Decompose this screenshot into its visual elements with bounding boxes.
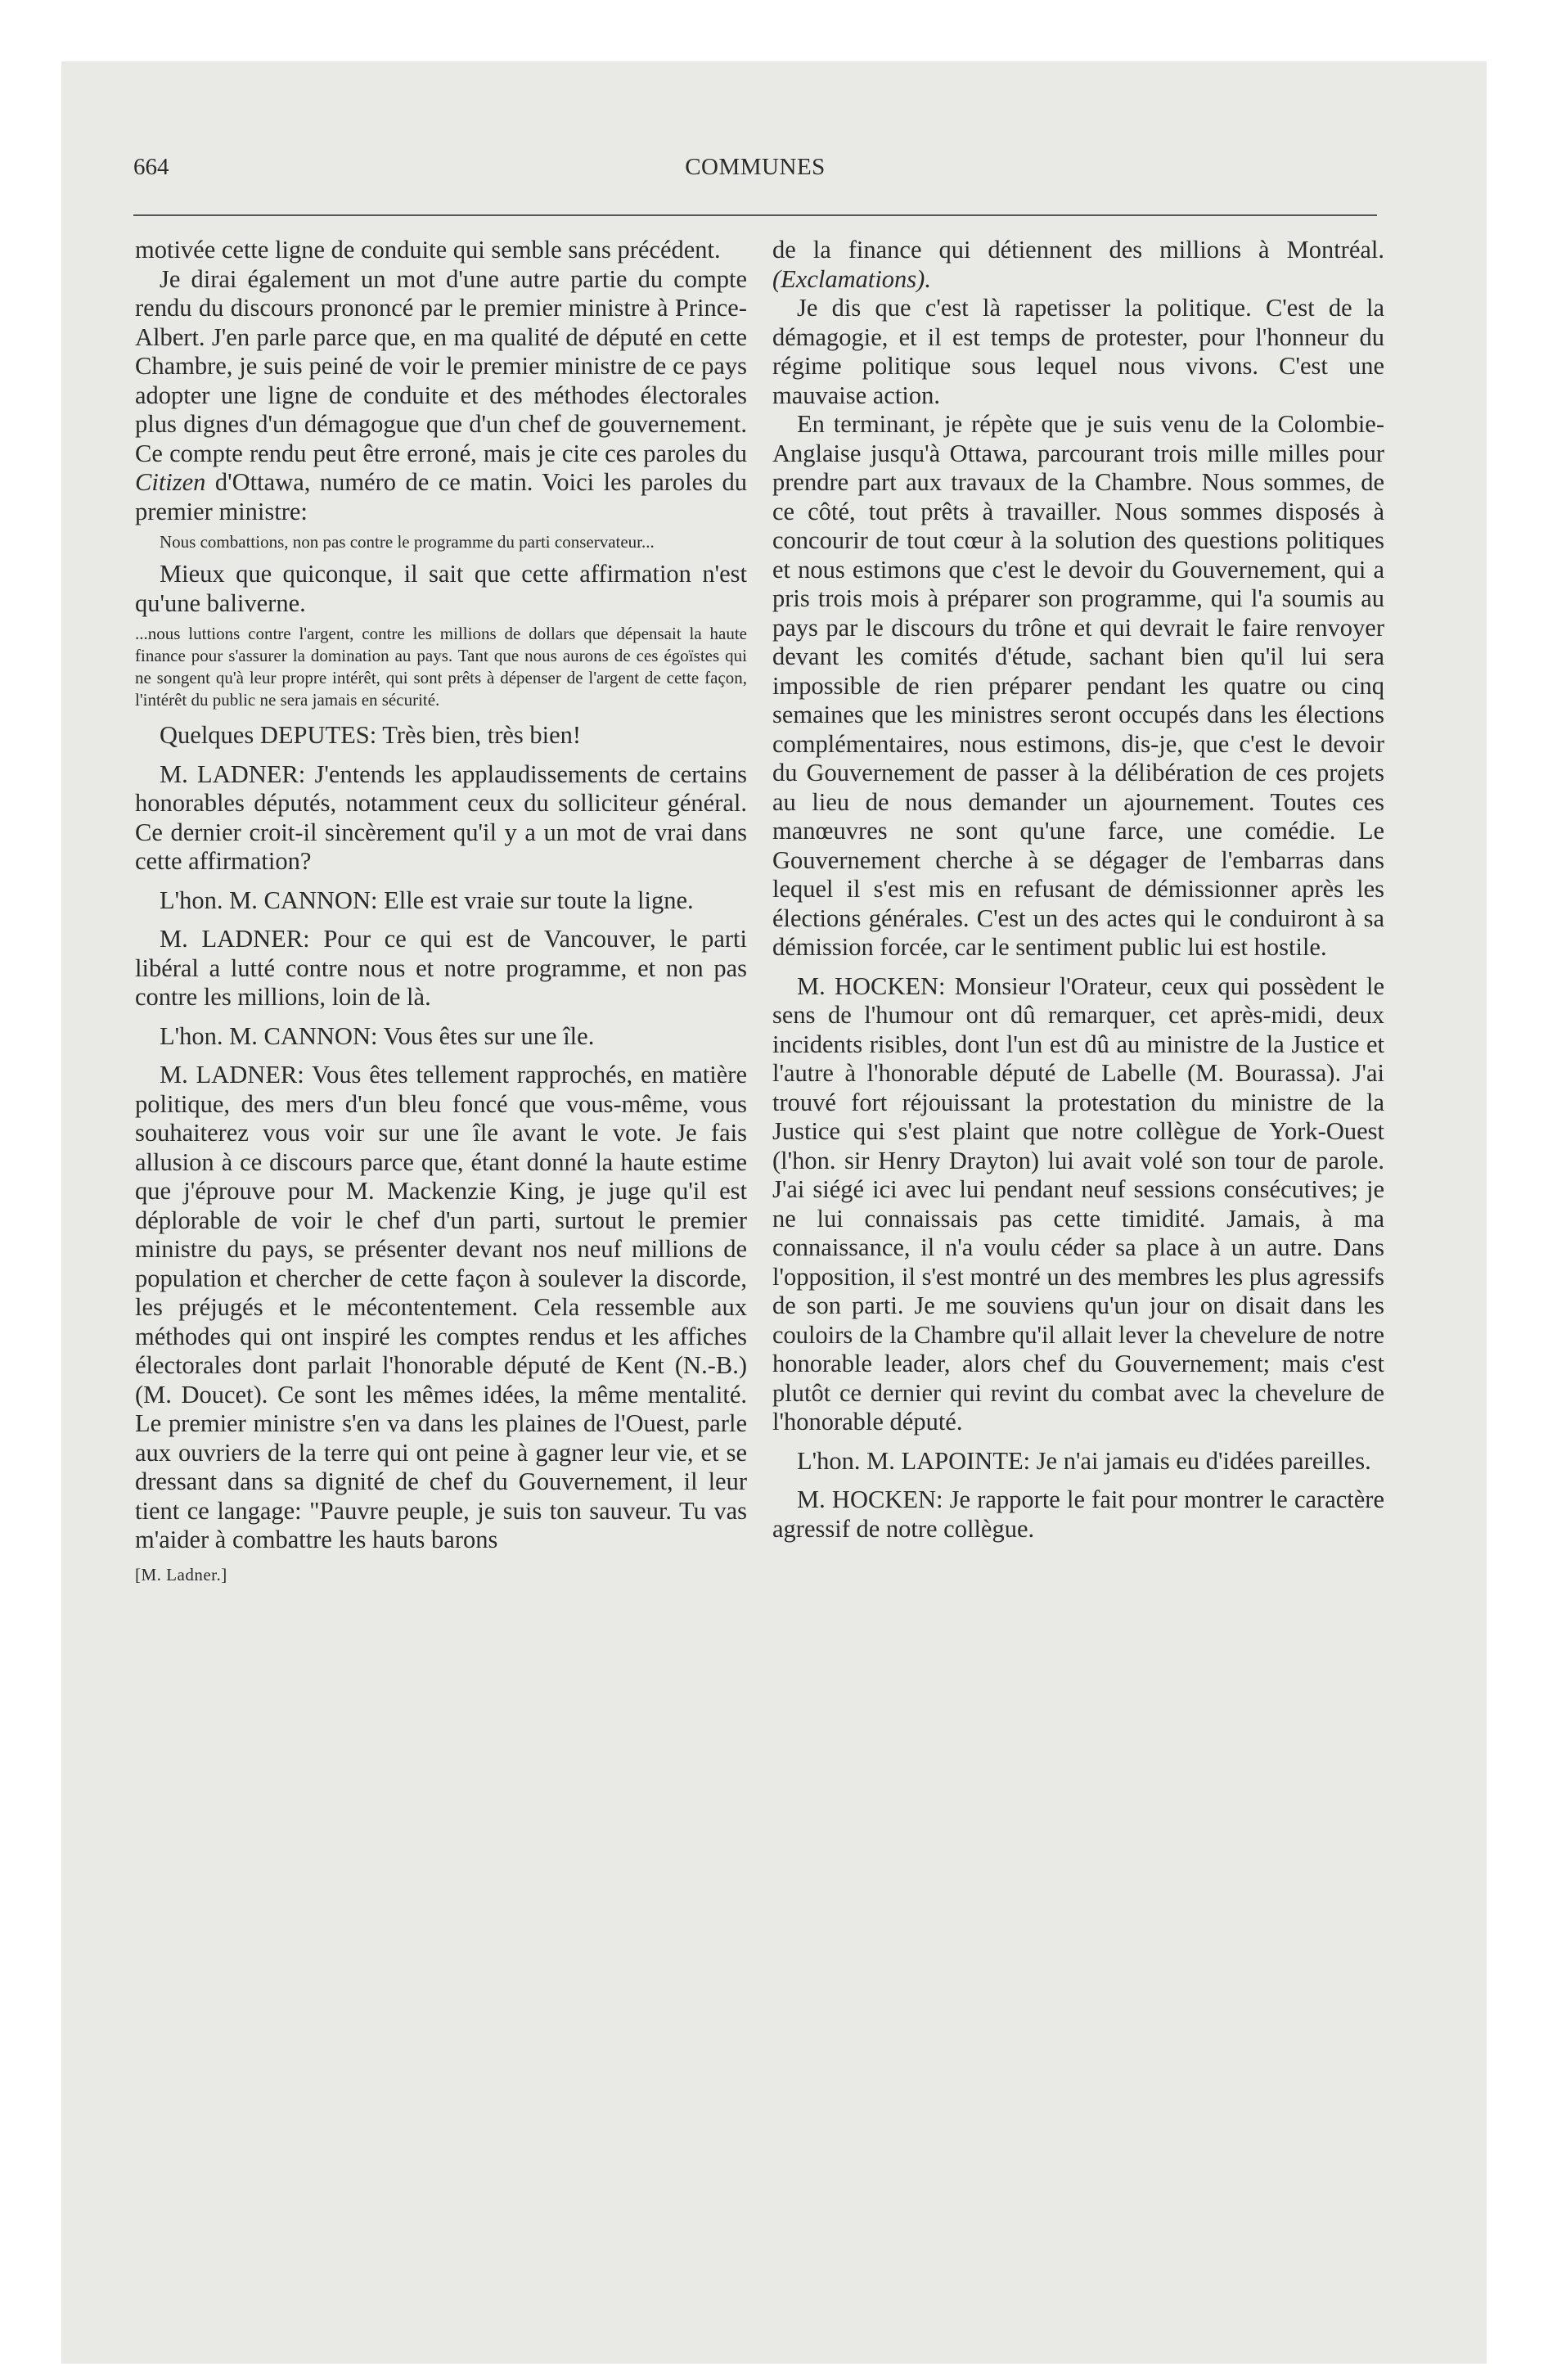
paragraph: L'hon. M. LAPOINTE: Je n'ai jamais eu d'idées pareilles. <box>797 1446 1371 1475</box>
exclamations-note: (Exclamations). <box>772 264 931 293</box>
paragraph: Quelques DEPUTES: Très bien, très bien! <box>160 721 582 749</box>
paragraph-text: d'Ottawa, numéro de ce matin. Voici les paroles du premier ministre: <box>135 468 748 525</box>
paragraph: L'hon. M. CANNON: Elle est vraie sur toute la ligne. <box>160 886 694 914</box>
paragraph-text: Je dirai également un mot d'une autre partie du compte rendu du discours prononcé par le premier ministre à Prince-Albert. J'en parle parce que, en ma qualité de député en cette Chambre, je suis peiné de voir le premier ministre de ce pays adopter une ligne de conduite et des méthodes électorales plus dignes d'un démagogue que d'un chef de gouvernement. Ce compte rendu peut être erroné, mais je cite ces paroles du <box>135 264 747 467</box>
header-rule <box>133 214 1377 216</box>
paragraph: M. LADNER: Pour ce qui est de Vancouver, le parti libéral a lutté contre nous et notre programme, et non pas contre les millions, loin de là. <box>135 925 747 1011</box>
paragraph: L'hon. M. CANNON: Vous êtes sur une île. <box>160 1021 595 1050</box>
paragraph: En terminant, je répète que je suis venu de la Colombie-Anglaise jusqu'à Ottawa, parcourant trois mille milles pour prendre part aux travaux de la Chambre. Nous sommes, de ce côté, tout prêts à travailler. Nous sommes disposés à concourir de tout cœur à la solution des questions politiques et nous estimons que c'est le devoir du Gouvernement, qui a pris trois mois à préparer son programme, qui l'a soumis au pays par le discours du trône et qui devrait le faire renvoyer devant les comités d'étude, sachant bien qu'il lui sera impossible de rien préparer pendant les quatre ou cinq semaines que les ministres seront occupés dans les élections complémentaires, nous estimons, dis-je, que c'est le devoir du Gouvernement de passer à la délibération de ces projets au lieu de nous demander un ajournement. Toutes ces manœuvres ne sont qu'une farce, une comédie. Le Gouvernement cherche à se dégager de l'embarras dans lequel il s'est mis en refusant de démissionner après les élections générales. C'est un des actes qui le conduiront à sa démission forcée, car le sentiment public lui est hostile. <box>772 410 1384 961</box>
paragraph-text: de la finance qui détiennent des millions à Montréal. <box>772 236 1384 264</box>
paragraph: M. HOCKEN: Je rapporte le fait pour montrer le caractère agressif de notre collègue. <box>772 1485 1384 1543</box>
paragraph: Mieux que quiconque, il sait que cette affirmation n'est qu'une baliverne. <box>135 560 747 617</box>
quotation: Nous combattions, non pas contre le programme du parti conservateur... <box>160 532 655 552</box>
paragraph: M. HOCKEN: Monsieur l'Orateur, ceux qui possèdent le sens de l'humour ont dû remarquer, cet après-midi, deux incidents risibles, dont l'un est dû au ministre de la Justice et l'autre à l'honorable député de Labelle (M. Bourassa). J'ai trouvé fort réjouissant la protestation du ministre de la Justice qui s'est plaint que notre collègue de York-Ouest (l'hon. sir Henry Drayton) lui avait volé son tour de parole. J'ai siégé ici avec lui pendant neuf sessions consécutives; je ne lui connaissais pas cette timidité. Jamais, à ma connaissance, il n'a voulu céder sa place à un autre. Dans l'opposition, il s'est montré un des membres les plus agressifs de son parti. Je me souviens qu'un jour on disait dans les couloirs de la Chambre qu'il allait lever la chevelure de notre honorable leader, alors chef du Gouvernement; mais c'est plutôt ce dernier qui revint du combat avec la chevelure de l'honorable député. <box>772 971 1384 1436</box>
paragraph: Je dis que c'est là rapetisser la politique. C'est de la démagogie, et il est temps de protester, pour l'honneur du régime politique sous lequel nous vivons. C'est une mauvaise action. <box>772 294 1384 409</box>
newspaper-name: Citizen <box>135 468 206 496</box>
right-column <box>772 236 1384 1544</box>
paragraph <box>135 265 747 527</box>
running-head <box>133 154 1377 190</box>
paragraph: motivée cette ligne de conduite qui semble sans précédent. <box>135 236 721 264</box>
page-header-title: COMMUNES <box>685 154 826 180</box>
left-column <box>135 236 747 1585</box>
paragraph: M. LADNER: J'entends les applaudissements de certains honorables députés, notamment ceux du solliciteur général. Ce dernier croit-il sincèrement qu'il y a un mot de vrai dans cette affirmation? <box>135 760 747 875</box>
speaker-signature: [M. Ladner.] <box>135 1564 227 1584</box>
paragraph: M. LADNER: Vous êtes tellement rapprochés, en matière politique, des mers d'un bleu foncé que vous-même, vous souhaiterez vous voir sur une île avant le vote. Je fais allusion à ce discours parce que, étant donné la haute estime que j'éprouve pour M. Mackenzie King, je juge qu'il est déplorable de voir le chef d'un parti, surtout le premier ministre du pays, se présenter devant nos neuf millions de population et chercher de cette façon à soulever la discorde, les préjugés et le mécontentement. Cela ressemble aux méthodes qui ont inspiré les comptes rendus et les affiches électorales dont parlait l'honorable député de Kent (N.-B.) (M. Doucet). Ce sont les mêmes idées, la même mentalité. Le premier ministre s'en va dans les plaines de l'Ouest, parle aux ouvriers de la terre qui ont peine à gagner leur vie, et se dressant dans sa dignité de chef du Gouvernement, il leur tient ce langage: "Pauvre peuple, je suis ton sauveur. Tu vas m'aider à combattre les hauts barons <box>135 1061 747 1553</box>
quotation: ...nous luttions contre l'argent, contre les millions de dollars que dépensait la haute finance pour s'assurer la domination au pays. Tant que nous aurons de ces égoïstes qui ne songent qu'à leur propre intérêt, qui sont prêts à dépenser de l'argent de cette façon, l'intérêt du public ne sera jamais en sécurité. <box>135 624 747 710</box>
page-number: 664 <box>133 154 169 180</box>
paragraph <box>772 236 1384 294</box>
